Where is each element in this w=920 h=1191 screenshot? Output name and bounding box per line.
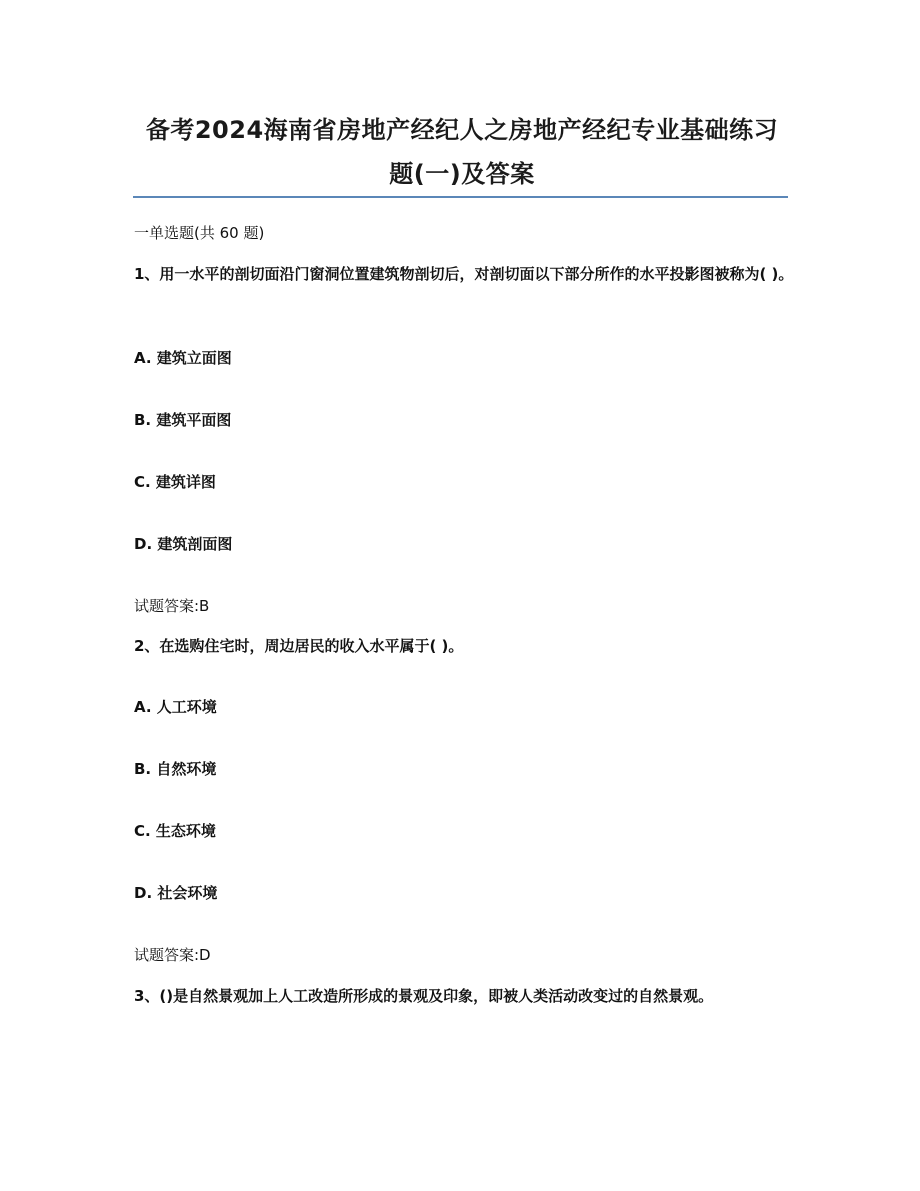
section-heading: 一单选题(共 60 题): [134, 224, 265, 242]
question-1-option-c: C. 建筑详图: [134, 473, 216, 491]
question-2-option-a: A. 人工环境: [134, 698, 217, 716]
question-3-text: 3、()是自然景观加上人工改造所形成的景观及印象，即被人类活动改变过的自然景观。: [134, 987, 714, 1005]
question-1-text: 1、用一水平的剖切面沿门窗洞位置建筑物剖切后，对剖切面以下部分所作的水平投影图被称为( )。: [134, 265, 794, 283]
question-1-option-d: D. 建筑剖面图: [134, 535, 233, 553]
question-1-answer: 试题答案:B: [134, 597, 210, 615]
document-title: 备考2024海南省房地产经纪人之房地产经纪专业基础练习题(一)及答案: [145, 116, 779, 188]
question-2-option-d: D. 社会环境: [134, 884, 218, 902]
question-2-text: 2、在选购住宅时，周边居民的收入水平属于( )。: [134, 637, 464, 655]
question-1-option-a: A. 建筑立面图: [134, 349, 232, 367]
question-2-answer: 试题答案:D: [134, 946, 211, 964]
question-2-option-b: B. 自然环境: [134, 760, 217, 778]
title-divider: [133, 196, 788, 198]
question-2-option-c: C. 生态环境: [134, 822, 216, 840]
question-1-option-b: B. 建筑平面图: [134, 411, 232, 429]
